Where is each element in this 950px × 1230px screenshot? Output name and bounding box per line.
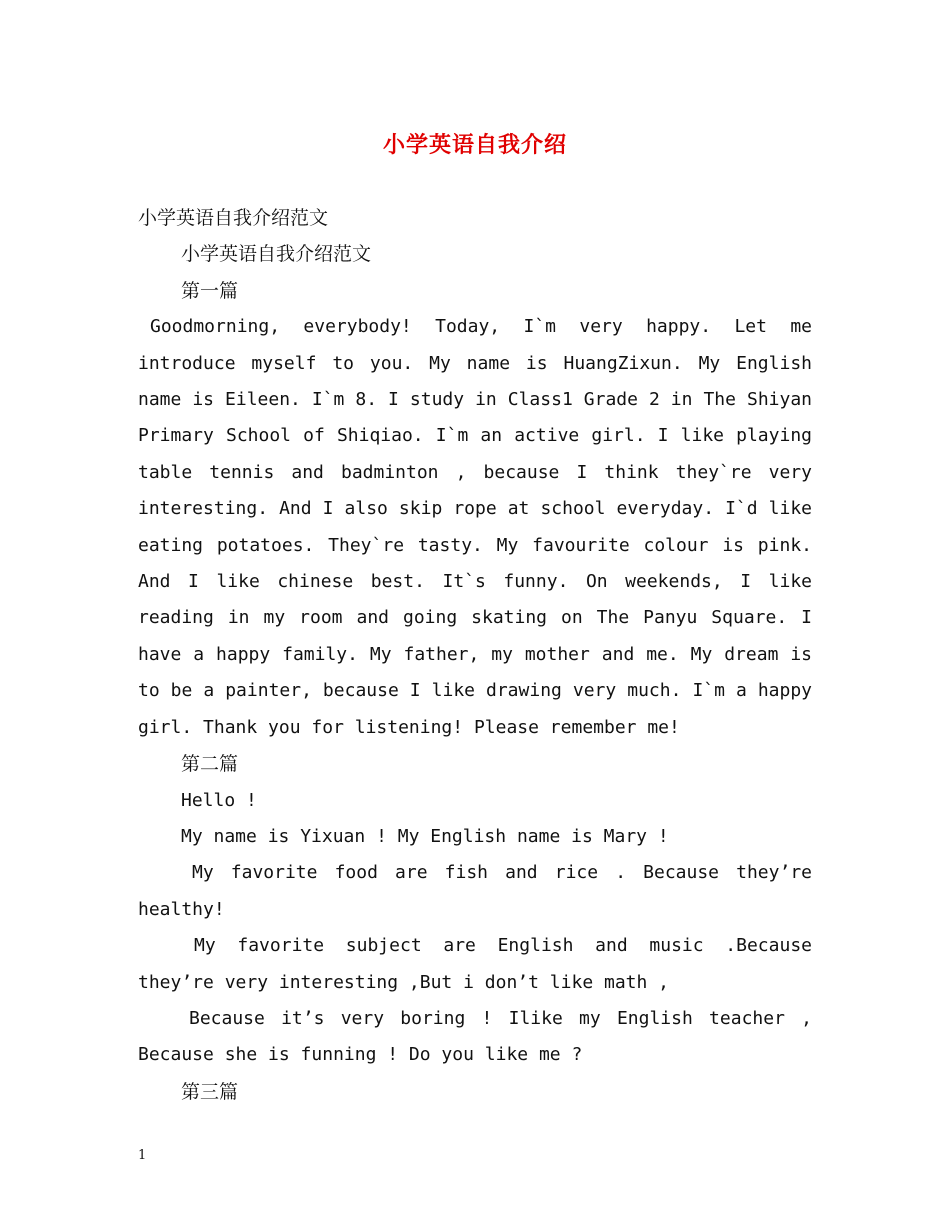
paragraph-line: Goodmorning, everybody! Today, I`m very happy. Let me [150,316,812,338]
paragraph-line: introduce myself to you. My name is HuangZixun. My English [138,352,812,374]
part-one-label: 第一篇 [181,279,239,302]
document-body [138,200,812,1110]
part-two-label: 第二篇 [181,753,239,776]
paragraph-line: My name is Yixuan ! My English name is Mary ! [181,825,669,847]
paragraph-line: healthy! [138,898,225,920]
paragraph-line: Primary School of Shiqiao. I`m an active girl. I like playing [138,425,812,447]
paragraph-line: My favorite subject are English and music .Because [194,935,812,957]
part-three-label: 第三篇 [181,1080,239,1103]
document-title: 小学英语自我介绍 [382,132,567,158]
paragraph-line: Because it’s very boring ! Ilike my English teacher , [189,1007,812,1029]
paragraph-line: have a happy family. My father, my mother and me. My dream is [138,643,812,665]
paragraph-line: Hello ! [181,789,257,811]
paragraph-line: My favorite food are fish and rice . Because they’re [192,862,812,884]
section-heading: 小学英语自我介绍范文 [138,207,329,229]
paragraph-line: Because she is funning ! Do you like me ? [138,1044,583,1066]
paragraph-line: reading in my room and going skating on The Panyu Square. I [138,607,812,629]
paragraph-line: girl. Thank you for listening! Please remember me! [138,716,680,738]
page-number: 1 [138,1148,147,1163]
paragraph-line: they’re very interesting ,But i don’t like math , [138,971,670,993]
paragraph-line: to be a painter, because I like drawing very much. I`m a happy [138,680,812,702]
section-subheading: 小学英语自我介绍范文 [181,243,372,266]
paragraph-line: eating potatoes. They`re tasty. My favourite colour is pink. [138,534,812,556]
paragraph-line: name is Eileen. I`m 8. I study in Class1 Grade 2 in The Shiyan [138,389,812,411]
paragraph-line: table tennis and badminton , because I think they`re very [138,461,812,483]
paragraph-line: And I like chinese best. It`s funny. On weekends, I like [138,571,812,593]
paragraph-line: interesting. And I also skip rope at school everyday. I`d like [138,498,812,520]
